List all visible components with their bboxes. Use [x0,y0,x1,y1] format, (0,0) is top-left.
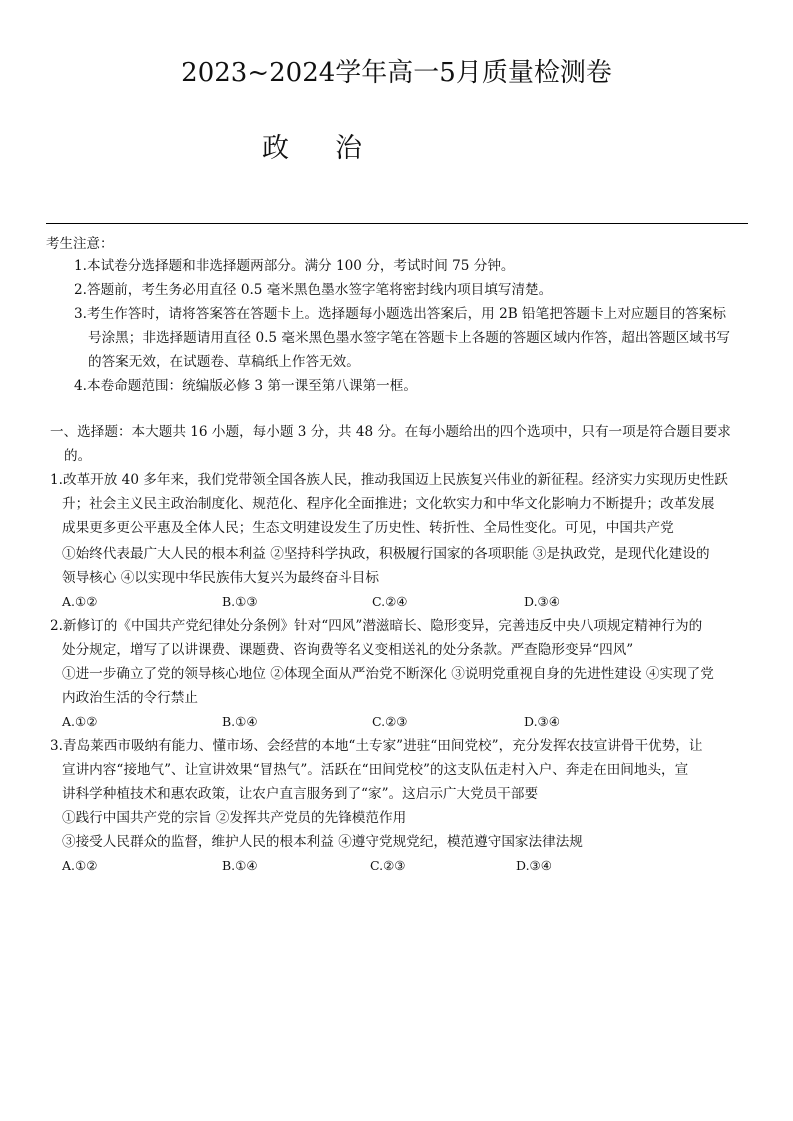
header-divider [46,223,748,224]
question-2-statements-1: ①进一步确立了党的领导核心地位 ②体现全面从严治党不断深化 ③说明党重视自身的先进性建设 ④实现了党 [62,666,714,682]
notice-item-3-cont-2: 的答案无效，在试题卷、草稿纸上作答无效。 [88,354,360,370]
question-1-option-d: D.③④ [524,594,560,609]
question-3-statements-1: ①践行中国共产党的宗旨 ②发挥共产党员的先锋模范作用 [62,810,407,826]
question-2-option-c: C.②③ [372,714,408,729]
question-1-line-1: 1.改革开放 40 多年来，我们党带领全国各族人民，推动我国迈上民族复兴伟业的新征程。经济实力实现历史性跃 [50,472,728,488]
question-2-option-a: A.①② [62,714,98,729]
question-1-option-b: B.①③ [222,594,258,609]
notice-item-2: 2.答题前，考生务必用直径 0.5 毫米黑色墨水签字笔将密封线内项目填写清楚。 [74,282,553,298]
question-3-line-2: 宣讲内容“接地气”、让宣讲效果“冒热气”。活跃在“田间党校”的这支队伍走村入户、奔走在田间地头，宣 [62,762,689,778]
question-2-line-1: 2.新修订的《中国共产党纪律处分条例》针对“四风”潜滋暗长、隐形变异，完善违反中央八项规定精神行为的 [50,618,703,634]
question-3-statements-2: ③接受人民群众的监督，维护人民的根本利益 ④遵守党规党纪，模范遵守国家法律法规 [62,834,583,850]
subject-char-2: 治 [335,133,362,164]
section-heading: 一、选择题：本大题共 16 小题，每小题 3 分，共 48 分。在每小题给出的四个选项中，只有一项是符合题目要求 [50,424,731,440]
question-1-line-3: 成果更多更公平惠及全体人民；生态文明建设发生了历史性、转折性、全局性变化。可见，中国共产党 [62,520,674,536]
subject-char-1: 政 [262,133,289,164]
section-heading-cont: 的。 [64,448,92,464]
question-1-option-a: A.①② [62,594,98,609]
subject-title [262,126,362,165]
question-1-line-2: 升；社会主义民主政治制度化、规范化、程序化全面推进；文化软实力和中华文化影响力不断提升；改革发展 [62,496,715,512]
notice-item-4: 4.本卷命题范围：统编版必修 3 第一课至第八课第一框。 [74,378,417,394]
question-2-option-b: B.①④ [222,714,258,729]
notice-item-3: 3.考生作答时，请将答案答在答题卡上。选择题每小题选出答案后，用 2B 铅笔把答题卡上对应题目的答案标 [74,306,726,322]
notice-item-1: 1.本试卷分选择题和非选择题两部分。满分 100 分，考试时间 75 分钟。 [74,258,515,274]
question-1-statements-2: 领导核心 ④以实现中华民族伟大复兴为最终奋斗目标 [62,570,379,586]
question-3-line-1: 3.青岛莱西市吸纳有能力、懂市场、会经营的本地“土专家”进驻“田间党校”，充分发挥农技宣讲骨干优势，让 [50,738,703,754]
question-2-statements-2: 内政治生活的令行禁止 [62,690,198,706]
question-2-line-2: 处分规定，增写了以讲课费、课题费、咨询费等名义变相送礼的处分条款。严查隐形变异“四风” [62,642,634,658]
question-3-line-3: 讲科学种植技术和惠农政策，让农户直言服务到了“家”。这启示广大党员干部要 [62,786,539,802]
question-3-option-b: B.①④ [222,858,258,873]
exam-title: 2023~2024学年高一5月质量检测卷 [181,58,612,88]
question-2-option-d: D.③④ [524,714,560,729]
question-3-option-a: A.①② [62,858,98,873]
notice-heading: 考生注意： [46,236,114,252]
question-3-option-c: C.②③ [370,858,406,873]
notice-item-3-cont-1: 号涂黑；非选择题请用直径 0.5 毫米黑色墨水签字笔在答题卡上各题的答题区域内作答，超出答题区域书写 [88,330,730,346]
question-1-statements-1: ①始终代表最广大人民的根本利益 ②坚持科学执政，积极履行国家的各项职能 ③是执政党，是现代化建设的 [62,546,710,562]
question-1-option-c: C.②④ [372,594,408,609]
question-3-option-d: D.③④ [516,858,552,873]
